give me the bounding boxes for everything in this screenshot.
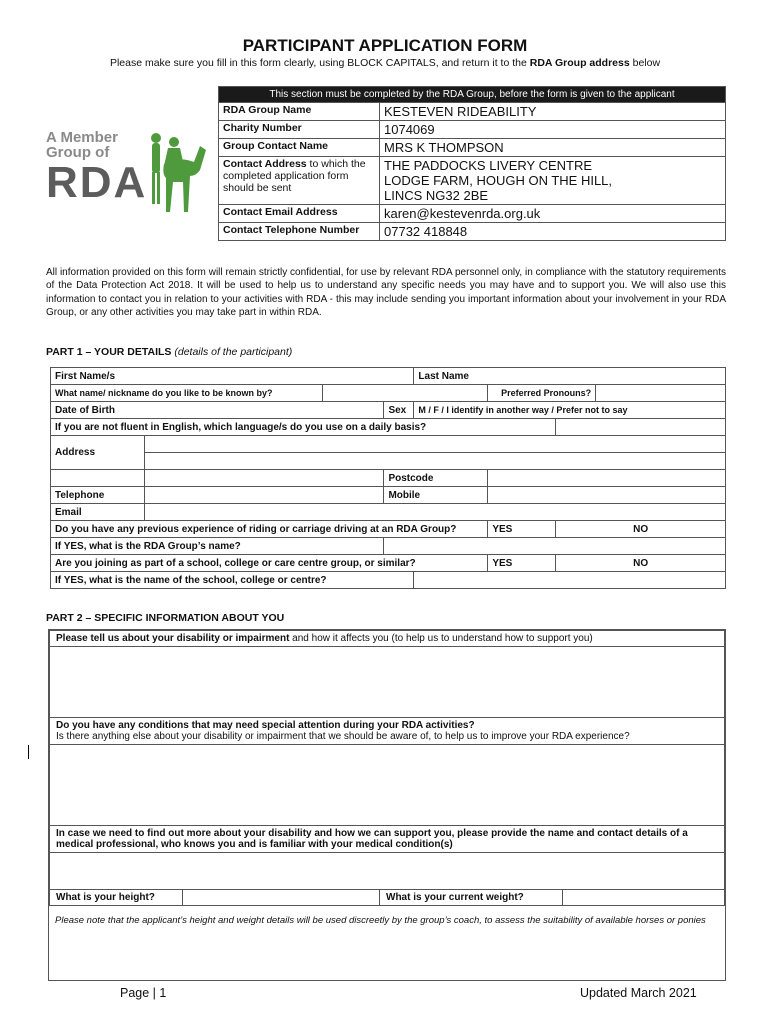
contact-telephone-label: Contact Telephone Number [219,223,380,241]
address-line1-input[interactable] [144,436,725,453]
address-line3-input[interactable] [144,470,384,487]
school-name-question: If YES, what is the name of the school, college or centre? [51,572,414,589]
specific-information-section [48,629,726,981]
language-label: If you are not fluent in English, which language/s do you use on a daily basis? [51,419,556,436]
address-line2-input[interactable] [144,453,725,470]
last-name-field[interactable]: Last Name [414,368,726,385]
part1-heading: PART 1 – YOUR DETAILS (details of the participant) [46,346,293,358]
pronouns-label: Preferred Pronouns? [488,385,596,402]
contact-email-label: Contact Email Address [219,205,380,223]
rda-group-name-input[interactable] [384,538,726,555]
first-name-field[interactable]: First Name/s [51,368,414,385]
sex-label: Sex [384,402,414,419]
charity-number-label: Charity Number [219,121,380,139]
group-name-question: If YES, what is the RDA Group’s name? [51,538,384,555]
charity-number-value: 1074069 [380,121,726,139]
nickname-label: What name/ nickname do you like to be known by? [51,385,323,402]
height-input[interactable] [183,890,380,906]
contact-telephone-value: 07732 418848 [380,223,726,241]
email-label: Email [51,504,145,521]
part2-heading: PART 2 – SPECIFIC INFORMATION ABOUT YOU [46,612,285,624]
contact-name-value: MRS K THOMPSON [380,139,726,157]
telephone-input[interactable] [144,487,384,504]
contact-address-label: Contact Address to which the completed application form should be sent [219,157,380,205]
updated-date: Updated March 2021 [580,986,697,1000]
rda-member-logo: A Member Group of RDA [46,128,210,212]
contact-name-label: Group Contact Name [219,139,380,157]
pronouns-input[interactable] [596,385,726,402]
disability-question: Please tell us about your disability or impairment and how it affects you (to help us to understand how to support you) [50,631,725,647]
telephone-label: Telephone [51,487,145,504]
text-cursor [28,745,29,759]
dob-field[interactable]: Date of Birth [51,402,384,419]
postcode-input[interactable] [488,470,726,487]
medical-contact-answer-area[interactable] [50,853,725,890]
medical-contact-question: In case we need to find out more about your disability and how we can support you, please provide the name and contact details of a medical professional, who knows you and is familiar with your medical condition(s) [50,826,725,853]
postcode-label: Postcode [384,470,488,487]
form-instructions: Please make sure you fill in this form clearly, using BLOCK CAPITALS, and return it to the RDA Group address below [109,57,661,69]
disability-answer-area[interactable] [50,647,725,718]
conditions-question: Do you have any conditions that may need special attention during your RDA activities? Is there anything else about your disability or impairment that we should be aware of, to help us to improve your RDA experience? [50,718,725,745]
weight-label: What is your current weight? [380,890,563,906]
mobile-label: Mobile [384,487,488,504]
height-weight-note: Please note that the applicant’s height and weight details will be used discreetly by the group’s coach, to assess the suitability of available horses or ponies [55,915,706,926]
school-name-input[interactable] [414,572,726,589]
contact-address-value: THE PADDOCKS LIVERY CENTRE LODGE FARM, HOUGH ON THE HILL, LINCS NG32 2BE [380,157,726,205]
sex-options[interactable]: M / F / I identify in another way / Prefer not to say [414,402,726,419]
email-input[interactable] [144,504,725,521]
group-name-label: RDA Group Name [219,103,380,121]
mobile-input[interactable] [488,487,726,504]
school-question: Are you joining as part of a school, college or care centre group, or similar? [51,555,488,572]
group-section-header: This section must be completed by the RDA Group, before the form is given to the applicant [219,87,726,103]
prev-exp-no[interactable]: NO [556,521,726,538]
nickname-input[interactable] [322,385,488,402]
participant-details-table [50,367,726,589]
previous-experience-label: Do you have any previous experience of riding or carriage driving at an RDA Group? [51,521,488,538]
language-input[interactable] [556,419,726,436]
conditions-answer-area[interactable] [50,745,725,826]
contact-email-value: karen@kestevenrda.org.uk [380,205,726,223]
address-label: Address [51,436,145,470]
privacy-paragraph: All information provided on this form will remain strictly confidential, for use by relevant RDA personnel only, in compliance with the statutory requirements of the Data Protection Act 2018. It will be used to help us to understand any specific needs you may have and to support you. We will also use this information to contact you in relation to your activities with RDA - this may include sending you important information about your involvement in your RDA Group, or any other activities you may take part in within RDA. [46,267,726,318]
height-label: What is your height? [50,890,183,906]
horse-and-riders-icon [146,128,210,212]
form-title: PARTICIPANT APPLICATION FORM [242,36,528,55]
weight-input[interactable] [563,890,725,906]
page-number: Page | 1 [120,986,167,1000]
prev-exp-yes[interactable]: YES [488,521,556,538]
rda-group-details-table [218,86,726,241]
group-name-value: KESTEVEN RIDEABILITY [380,103,726,121]
school-yes[interactable]: YES [488,555,556,572]
school-no[interactable]: NO [556,555,726,572]
rda-brand-text: RDA [46,158,148,207]
